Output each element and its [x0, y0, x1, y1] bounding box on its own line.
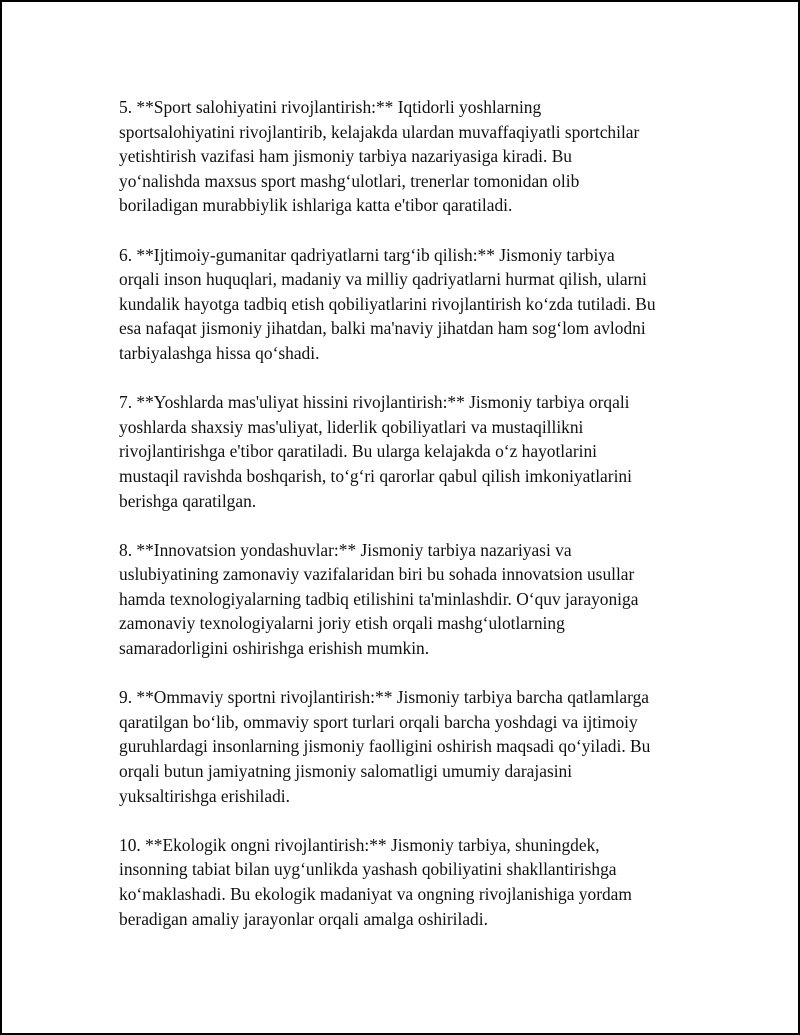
- paragraph-5-sport-potential: 5. **Sport salohiyatini rivojlantirish:** Iqtidorli yoshlarning sportsalohiyatini rivojlantirib, kelajakda ulardan muvaffaqiyatli sportchilar yetishtirish vazifasi ham jismoniy tarbiya nazariyasiga kiradi. Bu yo‘nalishda maxsus sport mashg‘ulotlari, trenerlar tomonidan olib boriladigan murabbiylik ishlariga katta e'tibor qaratiladi.: [119, 97, 640, 216]
- paragraph-10-ecology: 10. **Ekologik ongni rivojlantirish:** Jismoniy tarbiya, shuningdek, insonning tabiat bilan uyg‘unlikda yashash qobiliyatini shakllantirishga ko‘maklashadi. Bu ekologik madaniyat va ongning rivojlanishiga yordam beradigan amaliy jarayonlar orqali amalga oshiriladi.: [119, 834, 632, 929]
- paragraph-8-innovation: 8. **Innovatsion yondashuvlar:** Jismoniy tarbiya nazariyasi va uslubiyatining zamonaviy vazifalaridan biri bu sohada innovatsion usullar hamda texnologiyalarning tadbiq etilishini ta'minlashdir. O‘quv jarayoniga zamonaviy texnologiyalarni joriy etish orqali mashg‘ulotlarning samaradorligini oshirishga erishish mumkin.: [119, 539, 639, 659]
- document-body: [119, 95, 699, 956]
- paragraph-6-social-values: 6. **Ijtimoiy-gumanitar qadriyatlarni targ‘ib qilish:** Jismoniy tarbiya orqali inson huquqlari, madaniy va milliy qadriyatlarni hurmat qilish, ularni kundalik hayotga tadbiq etish qobiliyatlarini rivojlantirish ko‘zda tutiladi. Bu esa nafaqat jismoniy jihatdan, balki ma'naviy jihatdan ham sog‘lom avlodni tarbiyalashga hissa qo‘shadi.: [119, 244, 656, 363]
- paragraph-7-responsibility: 7. **Yoshlarda mas'uliyat hissini rivojlantirish:** Jismoniy tarbiya orqali yoshlarda shaxsiy mas'uliyat, liderlik qobiliyatlari va mustaqillikni rivojlantirishga e'tibor qaratiladi. Bu ularga kelajakda o‘z hayotlarini mustaqil ravishda boshqarish, to‘g‘ri qarorlar qabul qilish imkoniyatlarini berishga qaratilgan.: [119, 392, 632, 511]
- paragraph-9-mass-sport: 9. **Ommaviy sportni rivojlantirish:** Jismoniy tarbiya barcha qatlamlarga qaratilgan bo‘lib, ommaviy sport turlari orqali barcha yoshdagi va ijtimoiy guruhlardagi insonlarning jismoniy faolligini oshirish maqsadi qo‘yiladi. Bu orqali butun jamiyatning jismoniy salomatligi umumiy darajasini yuksaltirishga erishiladi.: [119, 687, 651, 806]
